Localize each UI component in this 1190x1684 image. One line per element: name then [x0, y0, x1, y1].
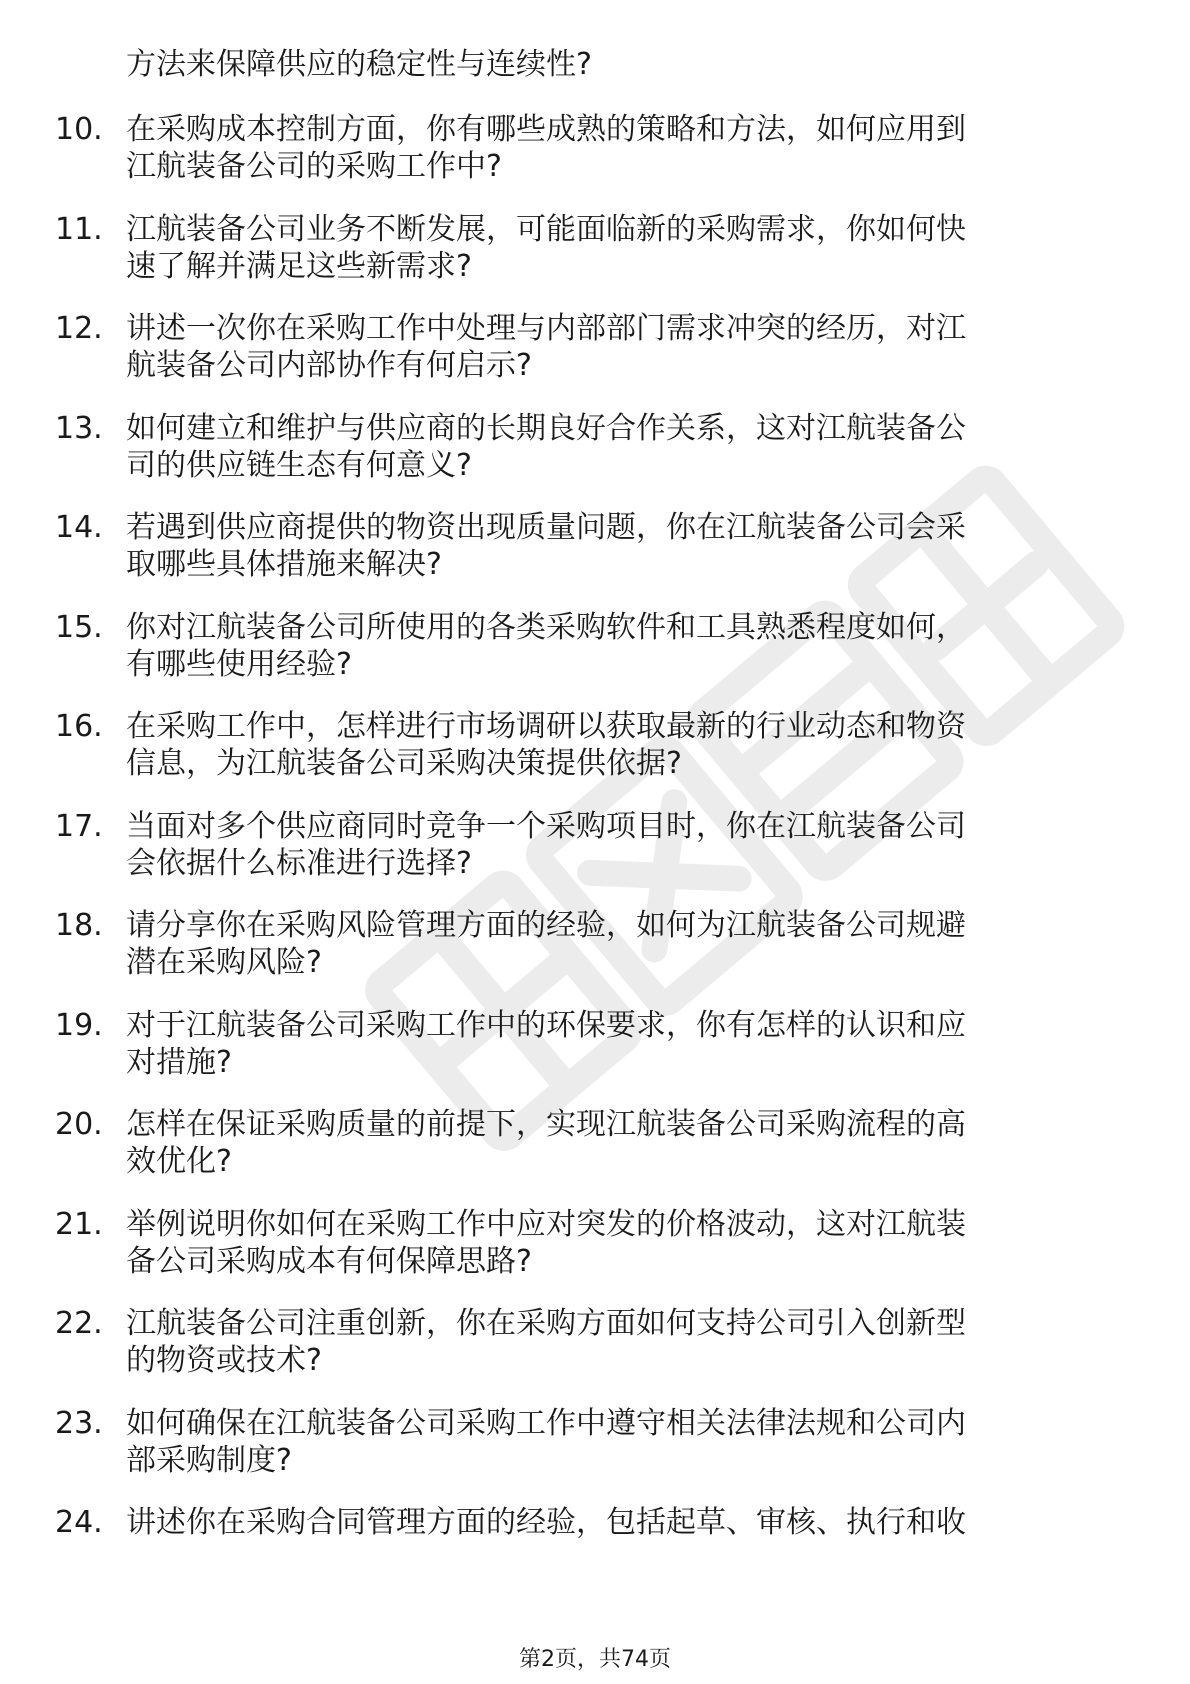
question-item [0, 409, 1190, 509]
question-number: 21. [55, 1206, 103, 1242]
question-text-line2: 对措施? [126, 1044, 232, 1080]
question-text-line2: 效优化? [126, 1144, 232, 1179]
question-number: 16. [55, 709, 103, 744]
question-number: 24. [55, 1505, 103, 1540]
question-text-line2: 潜在采购风险? [126, 945, 322, 980]
question-text-line2: 会依据什么标准进行选择? [126, 845, 472, 881]
question-text-line1: 对于江航装备公司采购工作中的环保要求，你有怎样的认识和应 [126, 1007, 966, 1043]
question-text-line1: 若遇到供应商提供的物资出现质量问题，你在江航装备公司会采 [126, 510, 966, 545]
question-text-line1: 怎样在保证采购质量的前提下，实现江航装备公司采购流程的高 [126, 1107, 966, 1142]
question-text-line1: 请分享你在采购风险管理方面的经验，如何为江航装备公司规避 [126, 908, 966, 943]
question-text-line1: 在采购成本控制方面，你有哪些成熟的策略和方法，如何应用到 [126, 112, 966, 147]
page-footer: 第2页，共74页 [519, 1647, 671, 1672]
question-number: 15. [55, 609, 103, 645]
question-text-line1: 江航装备公司业务不断发展，可能面临新的采购需求，你如何快 [126, 211, 966, 247]
question-item [0, 309, 1190, 409]
question-text-line1: 在采购工作中，怎样进行市场调研以获取最新的行业动态和物资 [126, 709, 966, 744]
question-text-line1: 讲述一次你在采购工作中处理与内部部门需求冲突的经历，对江 [126, 311, 966, 346]
question-number: 20. [55, 1107, 103, 1142]
question-item [0, 1404, 1190, 1504]
question-text-line2: 有哪些使用经验? [126, 646, 352, 682]
question-number: 23. [55, 1405, 103, 1441]
question-text-line2: 江航装备公司的采购工作中? [126, 149, 502, 184]
question-text-line1: 如何建立和维护与供应商的长期良好合作关系，这对江航装备公 [126, 410, 966, 446]
question-item [0, 608, 1190, 708]
question-text-line2: 取哪些具体措施来解决? [126, 547, 442, 582]
question-number: 17. [55, 808, 103, 844]
question-text-line1: 讲述你在采购合同管理方面的经验，包括起草、审核、执行和收 [126, 1505, 966, 1540]
question-number: 18. [55, 908, 103, 943]
question-text-line2: 信息，为江航装备公司采购决策提供依据? [126, 746, 682, 781]
question-text-line2: 航装备公司内部协作有何启示? [126, 348, 532, 383]
question-text-line1: 如何确保在江航装备公司采购工作中遵守相关法律法规和公司内 [126, 1405, 966, 1441]
question-text-line2: 备公司采购成本有何保障思路? [126, 1243, 532, 1279]
question-text-line1: 当面对多个供应商同时竞争一个采购项目时，你在江航装备公司 [126, 808, 966, 844]
question-item [0, 807, 1190, 907]
question-item [0, 508, 1190, 608]
question-text-line1: 江航装备公司注重创新，你在采购方面如何支持公司引入创新型 [126, 1306, 966, 1341]
question-list [0, 110, 1190, 1603]
question-item [0, 1105, 1190, 1205]
continuation-text: 方法来保障供应的稳定性与连续性? [126, 47, 592, 82]
question-item [0, 110, 1190, 210]
question-number: 19. [55, 1007, 103, 1043]
question-item [0, 906, 1190, 1006]
question-text-line2: 部采购制度? [126, 1442, 292, 1478]
question-number: 14. [55, 510, 103, 545]
question-text-line1: 你对江航装备公司所使用的各类采购软件和工具熟悉程度如何， [126, 609, 966, 645]
question-item [0, 1205, 1190, 1305]
question-text-line2: 司的供应链生态有何意义? [126, 447, 472, 483]
question-number: 22. [55, 1306, 103, 1341]
question-number: 12. [55, 311, 103, 346]
question-item [0, 210, 1190, 310]
question-text-line1: 举例说明你如何在采购工作中应对突发的价格波动，这对江航装 [126, 1206, 966, 1242]
question-text-line2: 速了解并满足这些新需求? [126, 248, 472, 284]
question-text-line2: 的物资或技术? [126, 1343, 322, 1378]
question-number: 13. [55, 410, 103, 446]
question-number: 11. [55, 211, 103, 247]
question-item [0, 1304, 1190, 1404]
question-item [0, 1006, 1190, 1106]
question-item [0, 707, 1190, 807]
question-number: 10. [55, 112, 103, 147]
question-item [0, 1503, 1190, 1603]
